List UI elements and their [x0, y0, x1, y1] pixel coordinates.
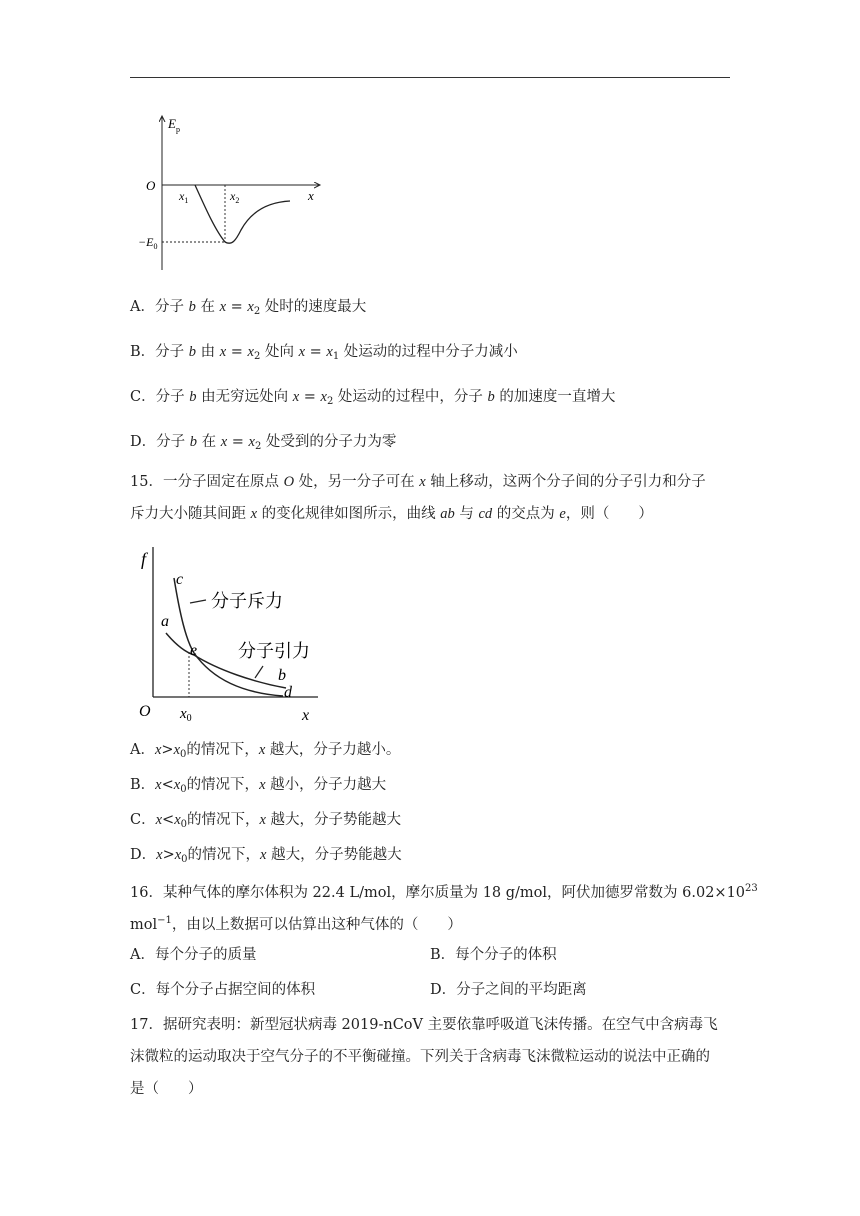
- x-axis-label: x: [308, 188, 314, 203]
- y-axis-label: f: [141, 549, 147, 569]
- label-d: d: [284, 684, 292, 701]
- y-axis-label: $E_p$: [168, 116, 180, 134]
- attraction-label: 分子引力: [238, 641, 310, 661]
- min-label: $-E_0$: [138, 235, 158, 251]
- q15-option-b: B．$x<x_0$的情况下，x 越小，分子力越大: [130, 777, 387, 795]
- molecular-force-graph: [138, 545, 338, 725]
- origin-label: O: [146, 178, 156, 193]
- label-a: a: [161, 613, 169, 630]
- origin-label: O: [139, 703, 151, 720]
- potential-curve: [195, 185, 290, 243]
- q16-stem-line1: 16．某种气体的摩尔体积为 22.4 L/mol，摩尔质量为 18 g/mol，阿伏加德罗常数为 $6.02\times 10^{23}$: [130, 883, 758, 901]
- potential-energy-graph: [140, 112, 340, 272]
- q16-option-b: B．每个分子的体积: [430, 947, 557, 963]
- x2-label: $x_2$: [230, 189, 240, 205]
- label-b: b: [278, 667, 286, 684]
- q15-stem-line2: 斥力大小随其间距 x 的变化规律如图所示，曲线 ab 与 cd 的交点为 e，则（ ）: [130, 506, 653, 522]
- q15-option-a: A．$x>x_0$的情况下，x 越大，分子力越小。: [130, 742, 401, 760]
- repulsion-pointer: [190, 600, 206, 603]
- label-c: c: [176, 571, 184, 588]
- q16-stem-line2: mol$^{-1}$，由以上数据可以估算出这种气体的（ ）: [130, 915, 462, 933]
- q17-stem-line1: 17．据研究表明：新型冠状病毒 2019-nCoV 主要依靠呼吸道飞沫传播。在空气中含病毒飞: [130, 1017, 718, 1033]
- q15-option-d: D．$x>x_0$的情况下，x 越大，分子势能越大: [130, 847, 402, 865]
- q14-option-b: B．分子 b 由 $x = x_2$ 处向 $x = x_1$ 处运动的过程中分子力减小: [130, 344, 518, 362]
- label-e: e: [190, 642, 198, 659]
- q15-option-c: C．$x<x_0$的情况下，x 越大，分子势能越大: [130, 812, 402, 830]
- q16-option-c: C．每个分子占据空间的体积: [130, 982, 316, 998]
- q16-option-d: D．分子之间的平均距离: [430, 982, 587, 998]
- q17-stem-line2: 沫微粒的运动取决于空气分子的不平衡碰撞。下列关于含病毒飞沫微粒运动的说法中正确的: [130, 1049, 710, 1065]
- q14-option-a: A．分子 b 在 $x = x_2$ 处时的速度最大: [130, 299, 367, 317]
- q14-option-d: D．分子 b 在 $x = x_2$ 处受到的分子力为零: [130, 434, 397, 452]
- repulsion-label: 分子斥力: [211, 591, 283, 611]
- header-rule: [130, 77, 730, 78]
- q15-stem-line1: 15．一分子固定在原点 O 处，另一分子可在 x 轴上移动，这两个分子间的分子引力和分子: [130, 474, 706, 490]
- x1-label: $x_1$: [179, 189, 189, 205]
- x0-label: $x_0$: [180, 706, 192, 724]
- x-axis-label: x: [302, 707, 310, 724]
- q16-option-a: A．每个分子的质量: [130, 947, 257, 963]
- q17-stem-line3: 是（ ）: [130, 1081, 203, 1097]
- q14-option-c: C．分子 b 由无穷远处向 $x = x_2$ 处运动的过程中，分子 b 的加速度一直增大: [130, 389, 616, 407]
- attraction-pointer: [255, 666, 263, 678]
